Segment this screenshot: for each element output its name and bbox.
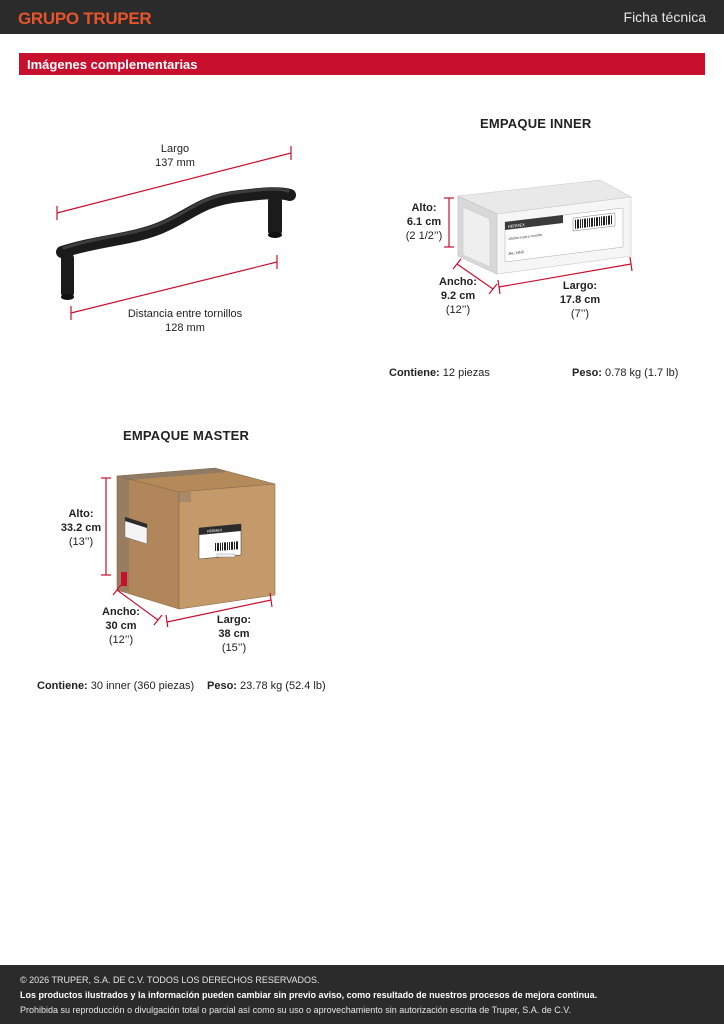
brand-logo: GRUPO TRUPER xyxy=(18,9,152,28)
master-weight: Peso: 23.78 kg (52.4 lb) xyxy=(207,680,326,692)
inner-width-label: Ancho: 9.2 cm (12’’) xyxy=(439,276,477,316)
inner-length-label: Largo: 17.8 cm (7’’) xyxy=(559,280,601,320)
inner-box-desc: Jaladera para mueble xyxy=(507,232,543,241)
top-bar xyxy=(0,0,724,34)
inner-height-label: Alto: 6.1 cm (2 1/2’’) xyxy=(405,202,443,242)
master-title: EMPAQUE MASTER xyxy=(123,428,250,443)
section-title: Imágenes complementarias xyxy=(27,57,198,72)
master-box-drawing xyxy=(95,462,280,627)
master-length-label: Largo: 38 cm (15’’) xyxy=(216,614,252,654)
footer-prohibition: Prohibida su reproducción o divulgación total o parcial así como su uso o aprovechamiento sin autorización escrita de Truper, S.A. de C.V. xyxy=(20,1005,571,1015)
inner-box-brand: HERMEX xyxy=(507,221,526,229)
inner-contents: Contiene: 12 piezas xyxy=(389,367,490,379)
master-width-label: Ancho: 30 cm (12’’) xyxy=(102,606,140,646)
master-box-brand: HERMEX xyxy=(206,528,223,534)
inner-box-code: JAL-14N3 xyxy=(507,250,524,256)
inner-weight: Peso: 0.78 kg (1.7 lb) xyxy=(572,367,679,379)
product-screw-distance-label: Distancia entre tornillos 128 mm xyxy=(127,308,243,334)
document-type: Ficha técnica xyxy=(623,9,706,25)
footer-notice: Los productos ilustrados y la información pueden cambiar sin previo aviso, como resultado de nuestros procesos de mejora continua. xyxy=(20,990,598,1000)
footer xyxy=(0,965,724,1024)
master-height-label: Alto: 33.2 cm (13’’) xyxy=(60,508,102,548)
section-header xyxy=(19,53,705,75)
product-length-label: Largo 137 mm xyxy=(155,143,195,169)
footer-copyright: © 2026 TRUPER, S.A. DE C.V. TODOS LOS DERECHOS RESERVADOS. xyxy=(20,975,320,985)
master-contents: Contiene: 30 inner (360 piezas) xyxy=(37,680,195,692)
inner-title: EMPAQUE INNER xyxy=(480,116,592,131)
